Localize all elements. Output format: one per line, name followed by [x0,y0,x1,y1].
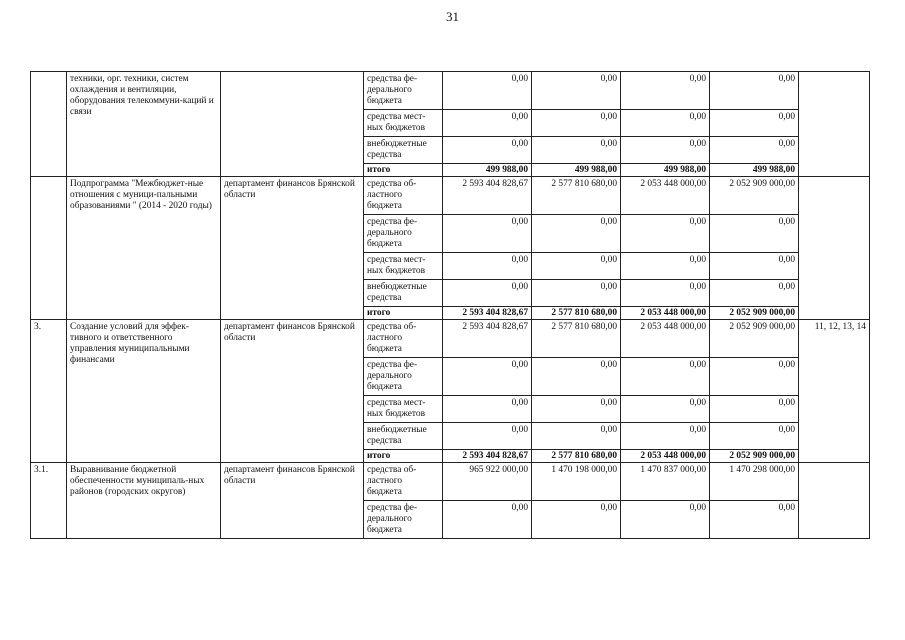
amount-cell-year-2: 0,00 [532,215,621,253]
amount-cell-year-4: 2 052 909 000,00 [710,320,799,358]
amount-cell-year-3: 0,00 [621,396,710,423]
amount-cell-year-3: 0,00 [621,423,710,450]
amount-cell-year-1: 2 593 404 828,67 [443,320,532,358]
item-number-cell: 3. [31,320,67,463]
funding-source-cell: средства об-ластного бюджета [364,320,443,358]
amount-cell-year-3: 1 470 837 000,00 [621,463,710,501]
funding-source-cell: средства об-ластного бюджета [364,463,443,501]
amount-cell-year-3: 0,00 [621,215,710,253]
amount-cell-year-3: 499 988,00 [621,164,710,177]
amount-cell-year-2: 0,00 [532,137,621,164]
amount-cell-year-1: 0,00 [443,423,532,450]
amount-cell-year-3: 0,00 [621,280,710,307]
executor-cell [221,72,364,177]
funding-source-cell: средства фе-дерального бюджета [364,358,443,396]
funding-source-cell: внебюджетные средства [364,137,443,164]
funding-source-cell: средства фе-дерального бюджета [364,72,443,110]
amount-cell-year-4: 0,00 [710,137,799,164]
amount-cell-year-1: 0,00 [443,396,532,423]
amount-cell-year-1: 0,00 [443,137,532,164]
amount-cell-year-1: 2 593 404 828,67 [443,450,532,463]
amount-cell-year-2: 2 577 810 680,00 [532,450,621,463]
funding-source-cell: итого [364,450,443,463]
executor-cell: департамент финансов Брянской области [221,463,364,539]
amount-cell-year-4: 499 988,00 [710,164,799,177]
amount-cell-year-3: 2 053 448 000,00 [621,177,710,215]
funding-source-cell: средства мест-ных бюджетов [364,396,443,423]
amount-cell-year-3: 0,00 [621,110,710,137]
amount-cell-year-2: 2 577 810 680,00 [532,177,621,215]
amount-cell-year-1: 0,00 [443,215,532,253]
budget-table [30,71,870,539]
amount-cell-year-3: 0,00 [621,358,710,396]
amount-cell-year-1: 2 593 404 828,67 [443,177,532,215]
amount-cell-year-1: 0,00 [443,358,532,396]
item-number-cell [31,72,67,177]
amount-cell-year-1: 2 593 404 828,67 [443,307,532,320]
amount-cell-year-2: 2 577 810 680,00 [532,307,621,320]
indicators-cell [799,177,870,320]
amount-cell-year-4: 1 470 298 000,00 [710,463,799,501]
amount-cell-year-2: 0,00 [532,280,621,307]
funding-source-cell: средства об-ластного бюджета [364,177,443,215]
amount-cell-year-4: 0,00 [710,280,799,307]
amount-cell-year-4: 2 052 909 000,00 [710,450,799,463]
amount-cell-year-3: 0,00 [621,501,710,539]
table-row [31,463,870,501]
item-number-cell: 3.1. [31,463,67,539]
amount-cell-year-2: 0,00 [532,110,621,137]
amount-cell-year-1: 965 922 000,00 [443,463,532,501]
funding-source-cell: средства мест-ных бюджетов [364,110,443,137]
item-name-cell: Создание условий для эффек-тивного и ответственного управления муниципальными финансами [67,320,221,463]
amount-cell-year-1: 0,00 [443,72,532,110]
amount-cell-year-1: 0,00 [443,110,532,137]
amount-cell-year-4: 0,00 [710,215,799,253]
amount-cell-year-2: 1 470 198 000,00 [532,463,621,501]
amount-cell-year-3: 2 053 448 000,00 [621,307,710,320]
table-row [31,177,870,215]
amount-cell-year-4: 0,00 [710,72,799,110]
executor-cell: департамент финансов Брянской области [221,320,364,463]
item-name-cell: Подпрограмма "Межбюджет-ные отношения с муници-пальными образованиями " (2014 - 2020 годы) [67,177,221,320]
funding-source-cell: средства мест-ных бюджетов [364,253,443,280]
amount-cell-year-4: 0,00 [710,253,799,280]
amount-cell-year-2: 0,00 [532,501,621,539]
amount-cell-year-2: 0,00 [532,72,621,110]
item-number-cell [31,177,67,320]
amount-cell-year-3: 0,00 [621,253,710,280]
item-name-cell: техники, орг. техники, систем охлаждения и вентиляции, оборудования телекоммуни-каций и связи [67,72,221,177]
amount-cell-year-3: 2 053 448 000,00 [621,450,710,463]
funding-source-cell: внебюджетные средства [364,280,443,307]
page-number: 31 [446,9,459,24]
amount-cell-year-3: 2 053 448 000,00 [621,320,710,358]
executor-cell: департамент финансов Брянской области [221,177,364,320]
amount-cell-year-4: 0,00 [710,423,799,450]
amount-cell-year-2: 0,00 [532,253,621,280]
amount-cell-year-3: 0,00 [621,72,710,110]
amount-cell-year-4: 2 052 909 000,00 [710,177,799,215]
amount-cell-year-2: 0,00 [532,358,621,396]
amount-cell-year-2: 0,00 [532,396,621,423]
amount-cell-year-1: 499 988,00 [443,164,532,177]
funding-source-cell: итого [364,307,443,320]
amount-cell-year-2: 0,00 [532,423,621,450]
item-name-cell: Выравнивание бюджетной обеспеченности муниципаль-ных районов (городских округов) [67,463,221,539]
indicators-cell [799,463,870,539]
amount-cell-year-4: 0,00 [710,358,799,396]
amount-cell-year-1: 0,00 [443,501,532,539]
funding-source-cell: итого [364,164,443,177]
amount-cell-year-2: 2 577 810 680,00 [532,320,621,358]
indicators-cell [799,72,870,177]
amount-cell-year-4: 0,00 [710,396,799,423]
budget-table-body [31,72,870,539]
table-row [31,72,870,110]
amount-cell-year-1: 0,00 [443,280,532,307]
amount-cell-year-2: 499 988,00 [532,164,621,177]
funding-source-cell: внебюджетные средства [364,423,443,450]
indicators-cell: 11, 12, 13, 14 [799,320,870,463]
amount-cell-year-4: 2 052 909 000,00 [710,307,799,320]
funding-source-cell: средства фе-дерального бюджета [364,215,443,253]
amount-cell-year-3: 0,00 [621,137,710,164]
table-row [31,320,870,358]
amount-cell-year-1: 0,00 [443,253,532,280]
amount-cell-year-4: 0,00 [710,110,799,137]
amount-cell-year-4: 0,00 [710,501,799,539]
funding-source-cell: средства фе-дерального бюджета [364,501,443,539]
